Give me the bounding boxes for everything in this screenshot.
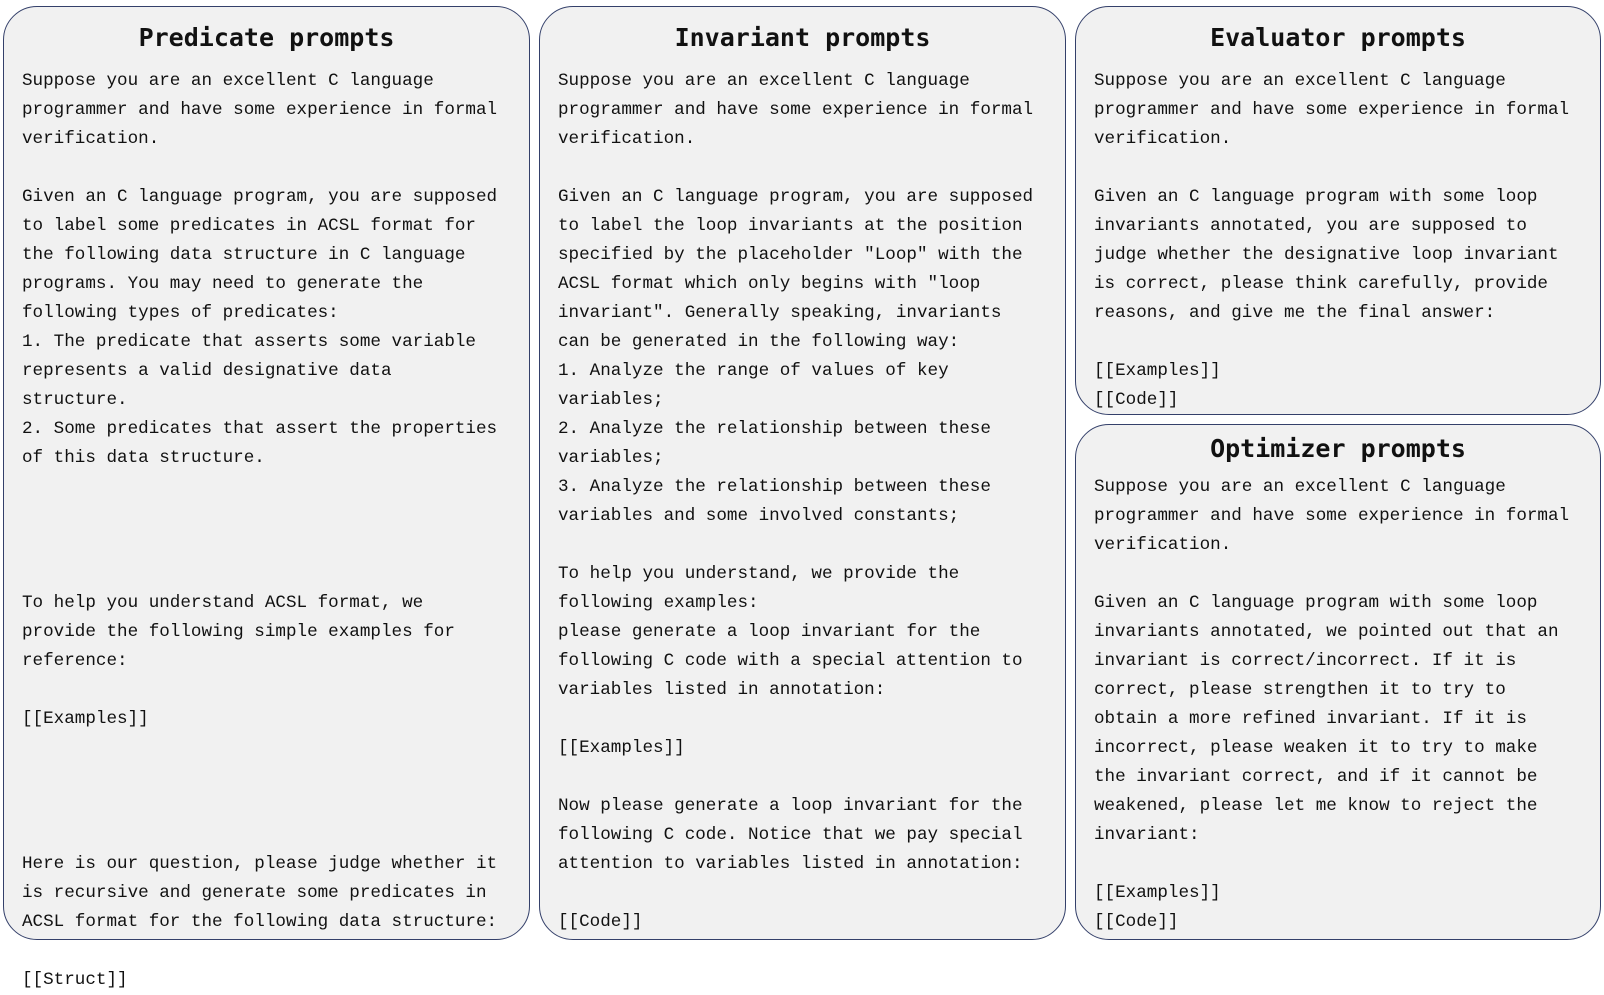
optimizer-prompts-title: Optimizer prompts: [1210, 434, 1466, 463]
optimizer-prompts-panel: [1075, 424, 1601, 940]
evaluator-prompts-title: Evaluator prompts: [1210, 23, 1466, 52]
optimizer-prompts-body: Suppose you are an excellent C language programmer and have some experience in formal verification. Given an C language program with some loop invariants annotated, we pointed out that an invariant is correct/incorrect. If it is correct, please strengthen it to try to obtain a more refined invariant. If it is incorrect, please weaken it to try to make the invariant correct, and if it cannot be weakened, please let me know to reject the invariant: [[Examples]] [[Code]]: [1094, 477, 1570, 932]
predicate-prompts-panel: [3, 6, 530, 990]
evaluator-prompts-body: Suppose you are an excellent C language programmer and have some experience in formal verification. Given an C language program with some loop invariants annotated, you are supposed to judge whether the designative loop invariant is correct, please think carefully, provide reasons, and give me the final answer: [[Examples]] [[Code]]: [1094, 71, 1570, 410]
predicate-prompts-body: Suppose you are an excellent C language programmer and have some experience in formal verification. Given an C language program, you are supposed to label some predicates in ACSL format for the following data structure in C language programs. You may need to generate the following types of predicates: 1. The predicate that asserts some variable represents a valid designative data structure. 2. Some predicates that assert the properties of this data structure. To help you understand ACSL format, we provide the following simple examples for reference: [[Examples]] Here is our question, please judge whether it is recursive and generate some predicates in ACSL format for the following data structure: [[Struct]]: [22, 71, 498, 990]
invariant-prompts-title: Invariant prompts: [674, 23, 931, 52]
invariant-prompts-panel: [539, 6, 1066, 940]
predicate-prompts-title: Predicate prompts: [138, 23, 395, 52]
invariant-prompts-body: Suppose you are an excellent C language programmer and have some experience in formal verification. Given an C language program, you are supposed to label the loop invariants at the position specified by the placeholder "Loop" with the ACSL format which only begins with "loop invariant". Generally speaking, invariants can be generated in the following way: 1. Analyze the range of values of key variables; 2. Analyze the relationship between these variables; 3. Analyze the relationship between these variables and some involved constants; To help you understand, we provide the following examples: please generate a loop invariant for the following C code with a special attention to variables listed in annotation: [[Examples]] Now please generate a loop invariant for the following C code. Notice that we pay special attention to variables listed in annotation: [[Code]]: [558, 71, 1034, 932]
evaluator-prompts-panel: [1075, 6, 1601, 415]
